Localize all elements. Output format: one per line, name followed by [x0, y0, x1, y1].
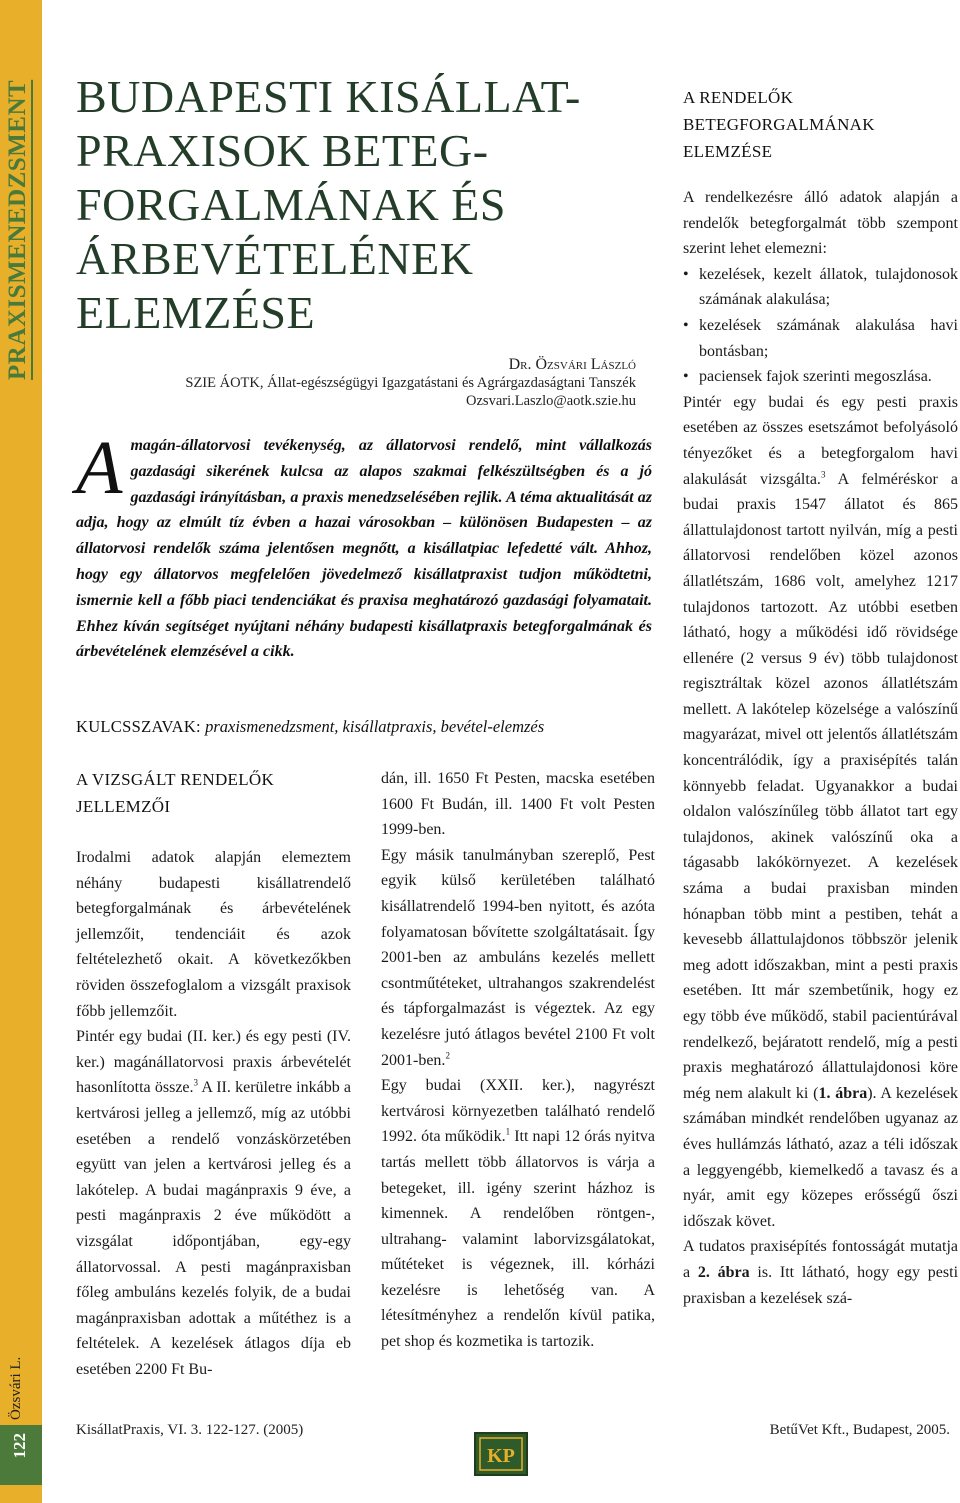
- title-line: PRAXISOK BETEG-: [76, 125, 489, 176]
- title-line: BUDAPESTI KISÁLLAT-: [76, 71, 581, 122]
- paragraph-text: Egy másik tanulmányban szereplő, Pest egyik külső kerületében található kisállatrendelő 1994-ben nyitott, és azóta folyamatosan bővítette szolgáltatásait. Így 2001-ben az ambuláns kezelés mellett csontműtéteket, ultrahangos szakrendelést és tápforgalmazást is végeztek. Az egy kezelésre jutó átlagos bevétel 2100 Ft volt 2001-ben.: [381, 846, 655, 1069]
- figure-ref: 1. ábra: [818, 1084, 868, 1102]
- section-title-vertical: PRAXISMENEDZSMENT: [4, 79, 31, 380]
- paragraph: [381, 1073, 655, 1355]
- paragraph: dán, ill. 1650 Ft Pesten, macska esetében 1600 Ft Budán, ill. 1400 Ft volt Pesten 1999-ben.: [381, 770, 655, 839]
- column-1: [76, 845, 351, 1382]
- keywords-text: praxismenedzsment, kisállatpraxis, bevétel-elemzés: [200, 717, 545, 736]
- paragraph-text: is. Itt látható, hogy egy pesti praxisban a kezelések szá-: [683, 1263, 959, 1307]
- article-title: [76, 70, 636, 340]
- figure-ref: 2. ábra: [697, 1263, 750, 1281]
- abstract: [76, 426, 652, 665]
- paragraph: [381, 843, 655, 1073]
- bullet-list: [683, 262, 958, 390]
- kp-logo-icon: [476, 1434, 526, 1474]
- author-affiliation: SZIE ÁOTK, Állat-egészségügyi Igazgatástani és Agrárgazdaságtani Tanszék: [185, 375, 636, 391]
- page-number-box: [0, 1425, 42, 1485]
- logo-text: KP: [487, 1445, 515, 1467]
- list-item: • kezelések, kezelt állatok, tulajdonosok számának alakulása;: [683, 262, 958, 313]
- reference-mark: 3: [820, 469, 826, 480]
- abstract-text: magán-állatorvosi tevékenység, az állatorvosi rendelő, mint vállalkozás gazdasági sikerének kulcsa az alapos szakmai felkészültségben és a jó gazdasági irányításban, a praxis menedzselésében rejlik. A téma aktualitását az adja, hogy az elmúlt tíz évben a hazai városokban – különösen Budapesten – az állatorvosi rendelők száma jelentősen megnőtt, a kisállatpiac lefedetté vált. Ahhoz, hogy egy állatorvos megfelelően jövedelmező kisállatpraxist tudjon működtetni, ismernie kell a főbb piaci tendenciákat és praxisa meghatározó gazdasági folyamatait. Ehhez kíván segítséget nyújtani néhány budapesti kisállatpraxis betegforgalmának és árbevételének elemzésével a cikk.: [76, 437, 652, 661]
- paragraph-text: ). A kezelések számában mindkét rendelőben ugyanaz az éves hullámzás látható, azaz a téli időszak a leggyengébb, kiemelkedő a tavasz és a nyár, amit egy közepes erősségű őszi időszak követ.: [683, 1084, 959, 1230]
- paragraph-text: Pintér egy budai és egy pesti praxis esetében az összes esetszámot befolyásoló tényezőket és a betegforgalom havi alakulását vizsgálta.: [683, 393, 958, 488]
- paragraph-text: A II. kerületre inkább a kertvárosi jelleg a jellemző, míg az utóbbi esetében a rendelő vonzáskörzetében együtt van jelen a kertvárosi jelleg és a lakótelep. A budai magánpraxis 9 éve, a pesti magánpraxis 2 éve működött a vizsgálat időpontjában, egy-egy állatorvossal. A pesti magánpraxisban főleg ambuláns kezelés folyik, de a budai magánpraxisban adottak a műtéthez is a feltételek. A kezelések átlagos díja eb esetében 2200 Ft Bu-: [76, 1079, 352, 1378]
- section-heading-analysis: A RENDELŐK BETEGFORGALMÁNAK ELEMZÉSE: [683, 88, 875, 161]
- drop-cap: A: [76, 426, 123, 510]
- column-3: [683, 185, 958, 1311]
- paragraph-text: Pintér egy budai (II. ker.) és egy pesti (IV. ker.) magánállatorvosi praxis árbevételét hasonlította össze.: [76, 1028, 351, 1097]
- paragraph-text: A tudatos praxisépítés fontosságát mutatja a: [683, 1238, 958, 1281]
- paragraph: [683, 1234, 958, 1311]
- list-item: • kezelések számának alakulása havi bontásban;: [683, 313, 958, 364]
- title-line: FORGALMÁNAK ÉS: [76, 179, 506, 230]
- footer-citation: KisállatPraxis, VI. 3. 122-127. (2005): [76, 1422, 304, 1438]
- paragraph-text: Egy budai (XXII. ker.), nagyrészt kertvárosi környezetben található rendelő 1992. óta működik.: [381, 1077, 655, 1146]
- page-number: 122: [10, 1433, 29, 1459]
- publisher-logo: [474, 1432, 528, 1476]
- author-name: Dr. Özsvári László: [508, 356, 636, 373]
- paragraph: A rendelkezésre álló adatok alapján a rendelők betegforgalmát több szempont szerint lehet elemezni:: [683, 189, 958, 258]
- footer-publisher: BetűVet Kft., Budapest, 2005.: [769, 1422, 950, 1438]
- column-2: [381, 766, 655, 1355]
- reference-mark: 3: [193, 1078, 199, 1089]
- section-heading-clinics: A VIZSGÁLT RENDELŐK JELLEMZŐI: [76, 770, 275, 816]
- paragraph-text: A felméréskor a budai praxis 1547 állatot és 865 állattulajdonost tartott nyilván, míg a pesti állatorvosi rendelőben közel azonos állatlétszám, 1686 volt, amelyhez 1217 tulajdonos tartozott. Az utóbbi esetben látható, hogy a működési idő rövidsége ellenére (2 versus 9 év) több tulajdonost regisztráltak közel azonos állatlétszám mellett. A lakótelep közelsége a valószínű magyarázat, mivel ott jelentős állatlétszám koncentrálódik, így a praxisépítés talán könnyebb feladat. Ugyanakkor a budai oldalon valószínűleg több állatot tart egy tulajdonos, akinek valószínű oka a tágasabb lakókörnyezet. A kezelések száma a budai praxisban minden hónapban több mint a pestiben, tehát a kevesebb állattulajdonos többször jelenik meg adott időszakban, mint a pesti praxis esetében. Itt már szembetűnik, hogy ez egy több éve működő, stabil pacientúrával rendelkező, bejáratott rendelő, míg a pesti praxis meghatározó állattulajdonosi köre még nem alakult ki (: [683, 470, 959, 1102]
- paragraph: [683, 390, 958, 1235]
- author-email[interactable]: Ozsvari.Laszlo@aotk.szie.hu: [466, 393, 636, 409]
- title-line: ELEMZÉSE: [76, 287, 316, 338]
- author-block: [76, 356, 636, 410]
- list-item: • paciensek fajok szerinti megoszlása.: [683, 364, 958, 390]
- keywords: [76, 716, 652, 738]
- paragraph: Irodalmi adatok alapján elemeztem néhány budapesti kisállatrendelő betegforgalmának és árbevételének jellemzőit, tendenciáit és azok feltételezhető okait. A következőkben röviden összefoglalom a vizsgált praxisok főbb jellemzőit.: [76, 849, 351, 1020]
- reference-mark: 1: [505, 1126, 511, 1137]
- title-line: ÁRBEVÉTELÉNEK: [76, 233, 474, 284]
- keywords-label: KULCSSZAVAK:: [76, 717, 201, 736]
- paragraph: [76, 1024, 351, 1382]
- paragraph-text: Itt napi 12 órás nyitva tartás mellett több állatorvos is várja a betegeket, ill. igény szerint házhoz is kimennek. A rendelőben röntgen-, ultrahang- valamint laborvizsgálatokat, műtéteket is végeznek, ill. kórházi kezelésre is lehetőség van. A létesítményhez a rendelőn kívül patika, pet shop és kozmetika is tartozik.: [381, 1128, 655, 1351]
- author-short-vertical: Özsvári L.: [8, 1356, 24, 1420]
- reference-mark: 2: [445, 1050, 450, 1061]
